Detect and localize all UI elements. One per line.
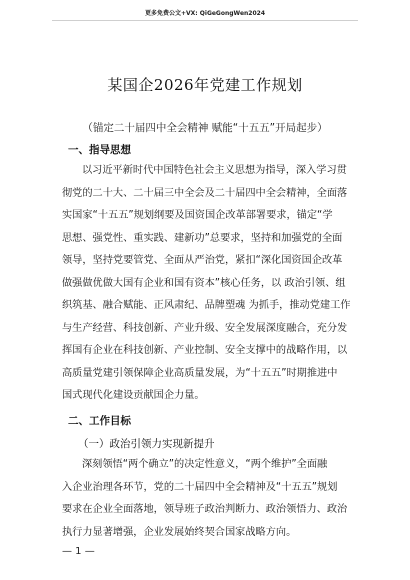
page-number: — 1 — xyxy=(62,546,95,557)
paragraph-line: 国式现代化建设贡献国企力量。 xyxy=(62,390,205,401)
paragraph-line: 织筑基、融合赋能、正风肃纪、品牌塑魂 为抓手，推动党建工作 xyxy=(62,300,351,311)
paragraph-line: 彻党的二十大、二十届三中全会及二十届四中全会精神，全面落 xyxy=(62,187,348,199)
paragraph-guiding-ideology xyxy=(62,160,354,408)
paragraph-line: 做强做优做大国有企业和国有资本”核心任务，以 政治引领、组 xyxy=(62,277,346,289)
document-subtitle: （锚定二十届四中全会精神 赋能“十五五”开局起步） xyxy=(82,122,328,134)
header-note: 更多免费公文+VX: QiGeGongWen2024 xyxy=(145,10,265,17)
paragraph-line: 入企业治理各环节，党的二十届四中全会精神及“十五五”规划 xyxy=(62,481,338,493)
paragraph-political-leadership xyxy=(62,454,354,544)
section-heading-work-goals: 二、工作目标 xyxy=(68,415,131,427)
paragraph-line: 深刻领悟“两个确立”的决定性意义，“两个维护”全面融 xyxy=(82,459,328,470)
paragraph-line: 思想、强党性、重实践、建新功”总要求，坚持和加强党的全面 xyxy=(62,232,343,244)
paragraph-line: 高质量党建引领保障企业高质量发展，为“十五五”时期推进中 xyxy=(62,367,338,379)
paragraph-line: 以习近平新时代中国特色社会主义思想为指导，深入学习贯 xyxy=(82,165,347,176)
document-title: 某国企2026年党建工作规划 xyxy=(107,76,303,94)
paragraph-line: 执行力显著增强，企业发展始终契合国家战略方向。 xyxy=(62,526,297,538)
paragraph-line: 实国家“十五五”规划纲要及国资国企改革部署要求，锚定“学 xyxy=(62,210,333,221)
paragraph-line: 挥国有企业在科技创新、产业控制、安全支撑中的战略作用，以 xyxy=(62,345,348,356)
paragraph-line: 与生产经营、科技创新、产业升级、安全发展深度融合，充分发 xyxy=(62,322,348,334)
paragraph-line: 要求在企业全面落地，领导班子政治判断力、政治领悟力、政治 xyxy=(62,504,348,515)
header-divider xyxy=(52,20,358,21)
subheading-political-leadership: （一）政治引领力实现新提升 xyxy=(78,438,215,450)
paragraph-line: 领导，坚持党要管党、全面从严治党，紧扣“深化国资国企改革 xyxy=(62,255,343,266)
section-heading-guiding-ideology: 一、指导思想 xyxy=(68,144,131,156)
